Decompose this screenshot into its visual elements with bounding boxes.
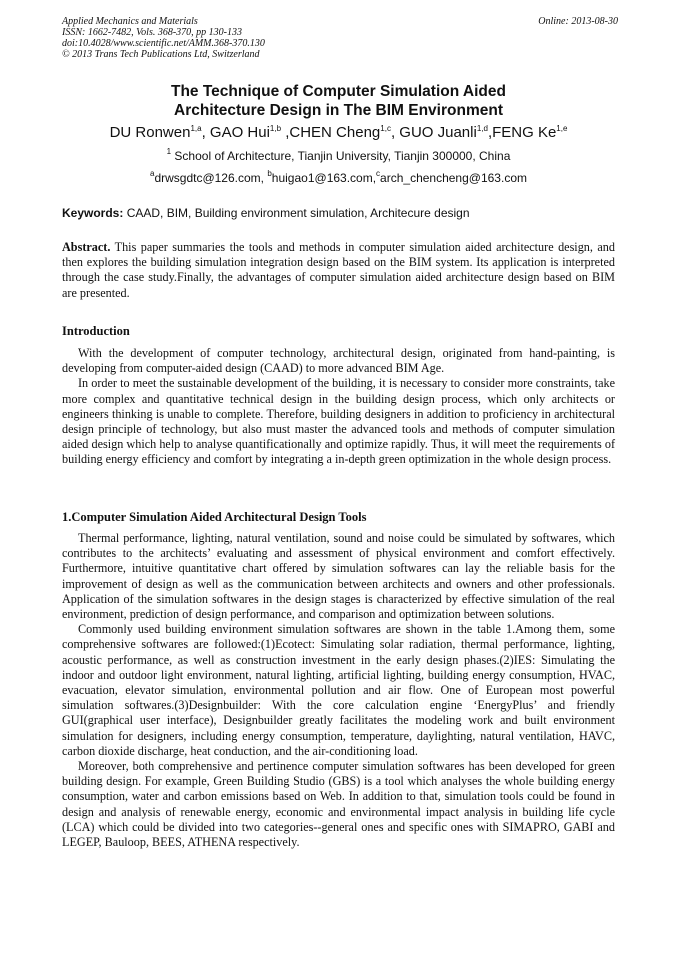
author-separator: ,	[201, 124, 210, 141]
affiliation-sup: 1	[166, 147, 172, 156]
title-line-2: Architecture Design in The BIM Environment	[174, 102, 503, 119]
affiliation	[62, 149, 615, 164]
affiliation-text: School of Architecture, Tianjin University, Tianjin 300000, China	[171, 149, 511, 163]
issn-line: ISSN: 1662-7482, Vols. 368-370, pp 130-133	[62, 27, 242, 38]
paragraph: Thermal performance, lighting, natural ventilation, sound and noise could be simulated by softwares, which contributes to the architects’ evaluating and assessment of physical environment and comfort effectively. Furthermore, intuitive quantitative chart offered by simulation softwares can lay the reliable basis for the improvement of design as well as the communication between architects and owners and other professionals. Application of the simulation softwares in the design stages is characterized by effective simulation of the real environment, prediction of design performance, and comparison and optimization between solutions.	[62, 531, 615, 622]
author-affil-sup: 1,e	[556, 124, 568, 133]
keywords	[62, 206, 618, 221]
author-separator: ,	[487, 124, 493, 141]
email-address: drwsgdtc@126.com,	[154, 171, 268, 185]
email-address: huigao1@163.com,	[271, 171, 377, 185]
paragraph: Commonly used building environment simulation softwares are shown in the table 1.Among them, some comprehensive softwares are followed:(1)Ecotect: Simulating solar radiation, thermal performance, lighting, acoustic performance, as well as construction investment in the early design phases.(2)IES: Simulating the indoor and outdoor light environment, natural lighting, artificial lighting, building energy consumption, HVAC, evacuation, elevator simulation, environmental pollution and air flow. One of European most powerful simulation softwares.(3)Designbuilder: With the core calculation engine ‘EnergyPlus’ and friendly GUI(graphical user interface), Designbuilder greatly facilitates the modeling work and built environment simulation for designers, including energy consumption, temperature, daylighting, natural ventilation, HAVC, carbon dioxide discharge, heat conduction, and the air-conditioning load.	[62, 622, 615, 758]
journal-header	[62, 16, 618, 60]
email-sup: b	[267, 169, 272, 178]
author-name: GAO Hui	[209, 124, 270, 141]
paragraph: With the development of computer technology, architectural design, originated from hand-painting, is developing from computer-aided design (CAAD) to more advanced BIM Age.	[62, 346, 615, 376]
section-1	[62, 531, 615, 850]
author-name: CHEN Cheng	[289, 124, 381, 141]
doi-line: doi:10.4028/www.scientific.net/AMM.368-370.130	[62, 38, 265, 49]
author-separator: ,	[390, 124, 400, 141]
online-date: Online: 2013-08-30	[538, 16, 618, 27]
author-name: FENG Ke	[492, 124, 557, 141]
abstract-text: This paper summaries the tools and methods in computer simulation aided architecture design, and then explores the building simulation integration design based on the BIM system. Its application is interpreted through the case study.Finally, the advantages of computer simulation aided architecture design based on BIM are presented.	[62, 240, 615, 300]
journal-name: Applied Mechanics and Materials	[62, 16, 198, 27]
section-1-heading: 1.Computer Simulation Aided Architectural Design Tools	[62, 510, 367, 524]
paragraph: Moreover, both comprehensive and pertinence computer simulation softwares has been developed for green building design. For example, Green Building Studio (GBS) is a tool which analyses the whole building energy consumption, water and carbon emissions based on Web. In addition to that, simulation tools could be found in design and analysis of renewable energy, economic and environmental impact analysis in building life cycle (LCA) which could be divided into two categories--general ones and specific ones with SIMAPRO, GABI and LEGEP, Bauloop, BEES, ATHENA respectively.	[62, 759, 615, 850]
paper-title	[62, 82, 615, 120]
abstract-label: Abstract.	[62, 240, 111, 254]
email-sup: a	[149, 169, 155, 178]
introduction-section	[62, 346, 615, 468]
author-separator: ,	[281, 124, 290, 141]
introduction-heading: Introduction	[62, 324, 130, 338]
author-list	[62, 124, 615, 142]
author-affil-sup: 1,a	[190, 124, 202, 133]
copyright-line: © 2013 Trans Tech Publications Ltd, Switzerland	[62, 49, 260, 60]
author-affil-sup: 1,d	[476, 124, 488, 133]
author-name: DU Ronwen	[109, 124, 191, 141]
author-name: GUO Juanli	[399, 124, 477, 141]
email-address: arch_chencheng@163.com	[380, 171, 527, 185]
abstract	[62, 240, 615, 301]
email-sup: c	[376, 169, 381, 178]
email-list	[62, 171, 615, 186]
paragraph: In order to meet the sustainable development of the building, it is necessary to consider more constraints, take more complex and quantitative technical design in the building design process, which only architects or engineers thinking is unable to complete. Therefore, building designers in addition to proficiency in architectural design principle of technology, but also must master the advanced tools and methods of computer simulation aided design which help to analyse quantificationally and optimize rapidly. Thus, it will meet the requirements of building energy efficiency and comfort by integrating a in-depth green optimization in the whole design process.	[62, 376, 615, 467]
title-line-1: The Technique of Computer Simulation Aided	[171, 83, 506, 100]
abstract-paragraph	[62, 240, 615, 301]
keywords-label: Keywords:	[62, 206, 124, 220]
author-affil-sup: 1,b	[269, 124, 282, 133]
keywords-text: CAAD, BIM, Building environment simulation, Architecure design	[123, 206, 470, 220]
author-affil-sup: 1,c	[380, 124, 391, 133]
